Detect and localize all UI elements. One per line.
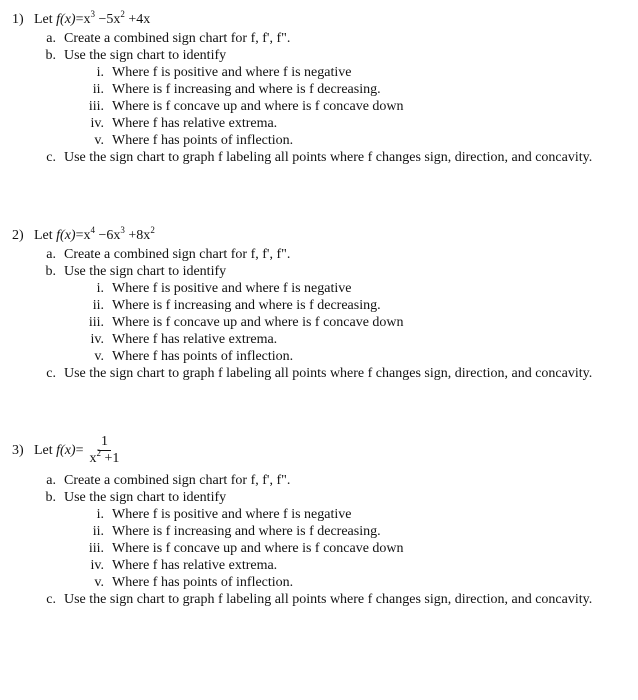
fraction-denominator: $x^2 +1$ bbox=[89, 447, 120, 466]
problem-number: 3) bbox=[12, 442, 24, 458]
problem-2 bbox=[12, 224, 632, 382]
problem-1-title bbox=[12, 8, 632, 30]
subitem-iv: iv. Where f has relative extrema. bbox=[90, 558, 278, 573]
subitem-v: v. Where f has points of inflection. bbox=[94, 575, 294, 590]
part-c: c. Use the sign chart to graph f labeling all points where f changes sign, direction, and concavity. bbox=[46, 592, 593, 607]
fraction-numerator: 1 bbox=[98, 434, 111, 451]
part-c: c. Use the sign chart to graph f labeling all points where f changes sign, direction, and concavity. bbox=[46, 366, 593, 381]
let-word: Let bbox=[34, 227, 53, 243]
let-word: Let bbox=[34, 11, 53, 27]
part-a: a. Create a combined sign chart for f, f', f". bbox=[46, 31, 291, 46]
problem-number: 2) bbox=[12, 227, 24, 243]
subitem-iii: iii. Where is f concave up and where is f concave down bbox=[88, 315, 404, 330]
equals-sign: = bbox=[75, 227, 84, 243]
function-name: f(x) bbox=[56, 442, 76, 458]
let-word: Let bbox=[34, 442, 53, 458]
function-definition: $x^4 -6x^3 +8x^2$ bbox=[83, 224, 155, 243]
part-b: b. Use the sign chart to identify bbox=[45, 264, 227, 279]
subitem-ii: ii. Where is f increasing and where is f decreasing. bbox=[92, 524, 381, 539]
equals-sign: = bbox=[75, 11, 84, 27]
problem-number: 1) bbox=[12, 11, 24, 27]
part-c: c. Use the sign chart to graph f labeling all points where f changes sign, direction, and concavity. bbox=[46, 150, 593, 165]
function-definition: $x^3 -5x^2 +4x$ bbox=[83, 8, 151, 27]
fraction bbox=[87, 434, 123, 467]
subitem-i: i. Where f is positive and where f is negative bbox=[96, 65, 352, 80]
function-name: f(x) bbox=[56, 227, 76, 243]
subitem-ii: ii. Where is f increasing and where is f decreasing. bbox=[92, 298, 381, 313]
subitem-i: i. Where f is positive and where f is negative bbox=[96, 507, 352, 522]
subitem-i: i. Where f is positive and where f is negative bbox=[96, 281, 352, 296]
part-a: a. Create a combined sign chart for f, f', f". bbox=[46, 247, 291, 262]
subitem-iv: iv. Where f has relative extrema. bbox=[90, 332, 278, 347]
problem-2-title bbox=[12, 224, 632, 246]
problem-3-title bbox=[12, 428, 632, 472]
subitem-v: v. Where f has points of inflection. bbox=[94, 133, 294, 148]
part-a: a. Create a combined sign chart for f, f', f". bbox=[46, 473, 291, 488]
subitem-ii: ii. Where is f increasing and where is f decreasing. bbox=[92, 82, 381, 97]
function-name: f(x) bbox=[56, 11, 76, 27]
part-b: b. Use the sign chart to identify bbox=[45, 490, 227, 505]
subitem-iv: iv. Where f has relative extrema. bbox=[90, 116, 278, 131]
part-b: b. Use the sign chart to identify bbox=[45, 48, 227, 63]
subitem-iii: iii. Where is f concave up and where is f concave down bbox=[88, 99, 404, 114]
subitem-iii: iii. Where is f concave up and where is f concave down bbox=[88, 541, 404, 556]
subitem-v: v. Where f has points of inflection. bbox=[94, 349, 294, 364]
equals-sign: = bbox=[75, 442, 84, 458]
problem-1 bbox=[12, 8, 632, 166]
problem-3 bbox=[12, 428, 632, 608]
